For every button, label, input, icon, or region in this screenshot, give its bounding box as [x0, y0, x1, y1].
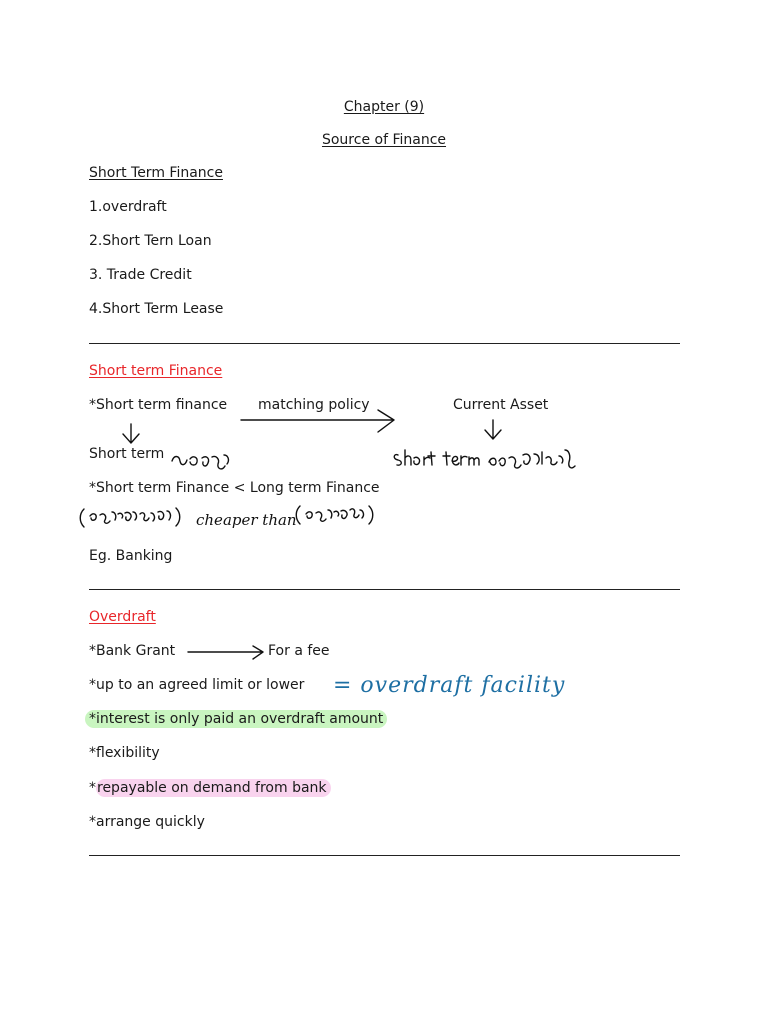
list-section-heading: Short Term Finance: [89, 165, 223, 181]
current-asset-label: Current Asset: [453, 397, 549, 413]
handwritten-short-term: [394, 450, 435, 465]
for-fee-label: For a fee: [268, 643, 330, 659]
repayable-bullet: *: [89, 780, 96, 796]
chapter-subtitle: Source of Finance: [321, 132, 447, 148]
bank-grant-label: *Bank Grant: [89, 643, 176, 659]
short-term-heading: Short term Finance: [89, 363, 223, 379]
handwritten-overdraft-facility: = overdraft facility: [333, 673, 566, 698]
chapter-title: Chapter (9): [343, 99, 425, 115]
matching-policy-label: matching policy: [258, 397, 370, 413]
overdraft-heading: Overdraft: [89, 609, 156, 625]
flexibility-label: *flexibility: [89, 745, 160, 761]
agreed-limit-label: *up to an agreed limit or lower: [89, 677, 305, 693]
bank-grant-arrow: [188, 646, 263, 659]
example-banking: Eg. Banking: [89, 548, 173, 564]
matching-policy-arrow: [241, 410, 394, 432]
handwritten-script: [489, 450, 575, 468]
list-item: 3. Trade Credit: [89, 267, 192, 283]
handwritten-paren: [80, 509, 84, 527]
handwritten-paren: [369, 506, 373, 524]
handwritten-short-term: [443, 452, 479, 465]
handwritten-cheaper-than: cheaper than: [196, 511, 297, 529]
handwritten-paren: [176, 508, 180, 526]
handwritten-paren: [296, 506, 300, 524]
finance-comparison: *Short term Finance < Long term Finance: [89, 480, 380, 496]
pink-highlight: repayable on demand from bank: [96, 779, 331, 797]
down-arrow-icon: [123, 424, 139, 443]
short-term-finance-label: *Short term finance: [89, 397, 228, 413]
handwritten-script: [90, 511, 170, 523]
short-term-label: Short term: [89, 446, 165, 462]
handwritten-script: [172, 455, 228, 469]
down-arrow-icon: [485, 420, 501, 439]
list-item: 4.Short Term Lease: [89, 301, 224, 317]
list-item: 2.Short Tern Loan: [89, 233, 212, 249]
green-highlight: *interest is only paid an overdraft amount: [85, 710, 387, 728]
handwritten-script: [306, 509, 363, 521]
list-item: 1.overdraft: [89, 199, 167, 215]
arrange-quickly-label: *arrange quickly: [89, 814, 205, 830]
